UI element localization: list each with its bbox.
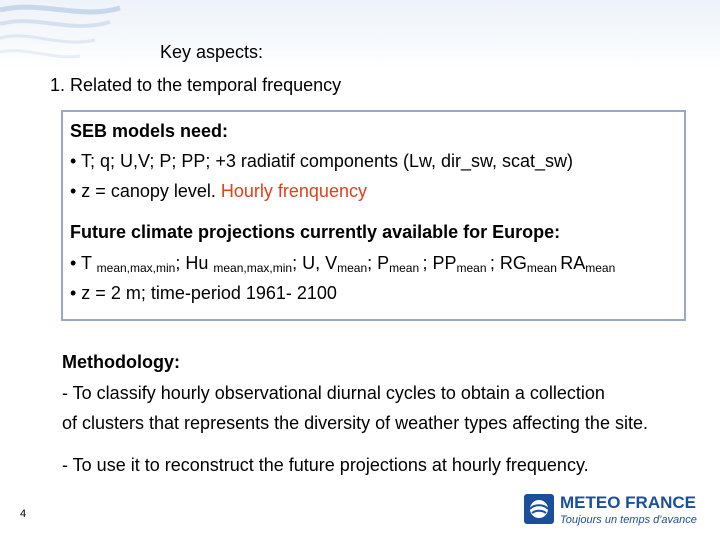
section-subtitle: 1. Related to the temporal frequency [50,75,342,95]
variable-subscript: mean,max,min [96,261,176,275]
seb-line-2-text: • z = canopy level. [70,181,221,201]
variable-text: ; Hu [175,253,214,273]
header-band [0,0,720,68]
meteo-france-emblem-icon [524,494,554,524]
variable-text: ; P [367,253,390,273]
variable-subscript: mean [337,261,368,275]
future-variables-line [70,253,615,275]
variable-subscript: mean [389,261,423,275]
methodology-heading: Methodology: [62,352,180,372]
seb-line-1: • T; q; U,V; P; PP; +3 radiatif components (Lw, dir_sw, scat_sw) [70,151,574,171]
variable-subscript: mean,max,min [213,261,293,275]
variable-text: • T [70,253,97,273]
variable-subscript: mean [456,261,490,275]
meteo-france-logo [524,488,714,534]
variable-subscript: mean [526,261,561,275]
decorative-swirl-icon [0,0,150,68]
variable-subscript: mean [585,261,616,275]
hourly-frequency-highlight: Hourly frenquency [220,181,367,201]
methodology-line-1: - To classify hourly observational diurnal cycles to obtain a collection [62,383,605,403]
methodology-line-3: - To use it to reconstruct the future projections at hourly frequency. [62,455,589,475]
variable-text: RA [560,253,586,273]
seb-line-2 [70,181,367,202]
page-number: 4 [20,508,27,520]
future-line-2: • z = 2 m; time-period 1961- 2100 [70,283,337,303]
seb-heading: SEB models need: [70,121,229,141]
logo-name: METEO FRANCE [560,493,696,512]
variable-text: ; U, V [292,253,338,273]
slide-title: Key aspects: [160,42,264,62]
variable-text: ; PP [422,253,457,273]
methodology-line-2: of clusters that represents the diversity of weather types affecting the site. [62,413,648,433]
logo-tagline: Toujours un temps d'avance [560,514,697,526]
variable-text: ; RG [489,253,527,273]
future-heading: Future climate projections currently available for Europe: [70,222,561,242]
